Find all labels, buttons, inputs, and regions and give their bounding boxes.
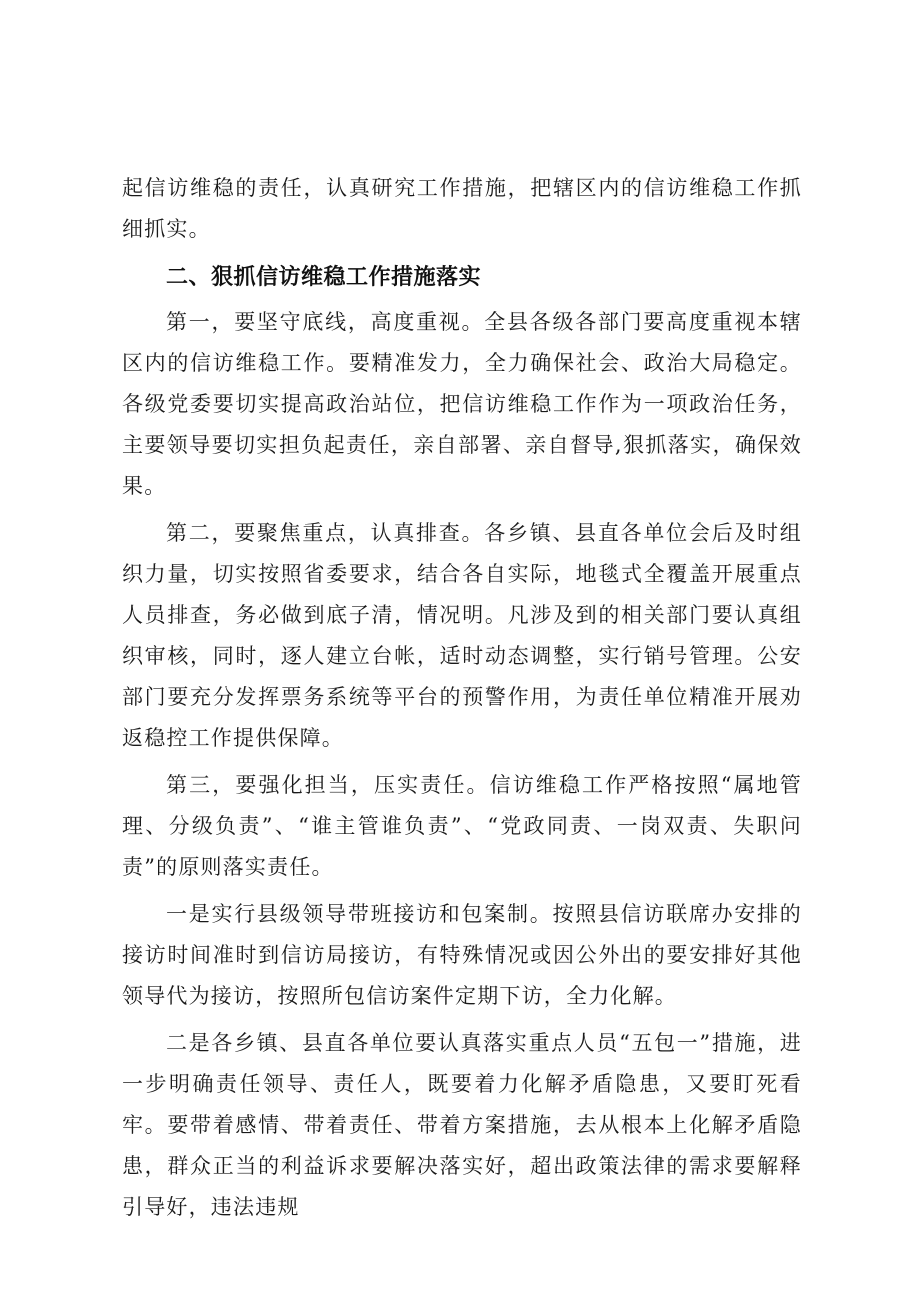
continuation-paragraph: 起信访维稳的责任，认真研究工作措施，把辖区内的信访维稳工作抓细抓实。 (122, 176, 802, 241)
paragraph-first: 第一，要坚守底线，高度重视。全县各级各部门要高度重视本辖区内的信访维稳工作。要精准发力，全力确保社会、政治大局稳定。各级党委要切实提高政治站位，把信访维稳工作作为一项政治任务，主要领导要切实担负起责任，亲自部署、亲自督导,狠抓落实，确保效果。 (122, 310, 802, 498)
section-heading: 二、狠抓信访维稳工作措施落实 (166, 265, 482, 290)
document-body (122, 168, 802, 1228)
paragraph-third: 第三，要强化担当，压实责任。信访维稳工作严格按照“属地管理、分级负责”、“谁主管谁负责”、“党政同责、一岗双责、失职问责”的原则落实责任。 (122, 773, 802, 879)
paragraph-item-two: 二是各乡镇、县直各单位要认真落实重点人员“五包一”措施，进一步明确责任领导、责任人，既要着力化解矛盾隐患，又要盯死看牢。要带着感情、带着责任、带着方案措施，去从根本上化解矛盾隐患，群众正当的利益诉求要解决落实好，超出政策法律的需求要解释引导好，违法违规 (122, 1031, 802, 1219)
paragraph-item-one: 一是实行县级领导带班接访和包案制。按照县信访联席办安排的接访时间准时到信访局接访，有特殊情况或因公外出的要安排好其他领导代为接访，按照所包信访案件定期下访，全力化解。 (122, 902, 802, 1008)
paragraph-second: 第二，要聚焦重点，认真排查。各乡镇、县直各单位会后及时组织力量，切实按照省委要求，结合各自实际，地毯式全覆盖开展重点人员排查，务必做到底子清，情况明。凡涉及到的相关部门要认真组织审核，同时，逐人建立台帐，适时动态调整，实行销号管理。公安部门要充分发挥票务系统等平台的预警作用，为责任单位精准开展劝返稳控工作提供保障。 (122, 521, 802, 750)
